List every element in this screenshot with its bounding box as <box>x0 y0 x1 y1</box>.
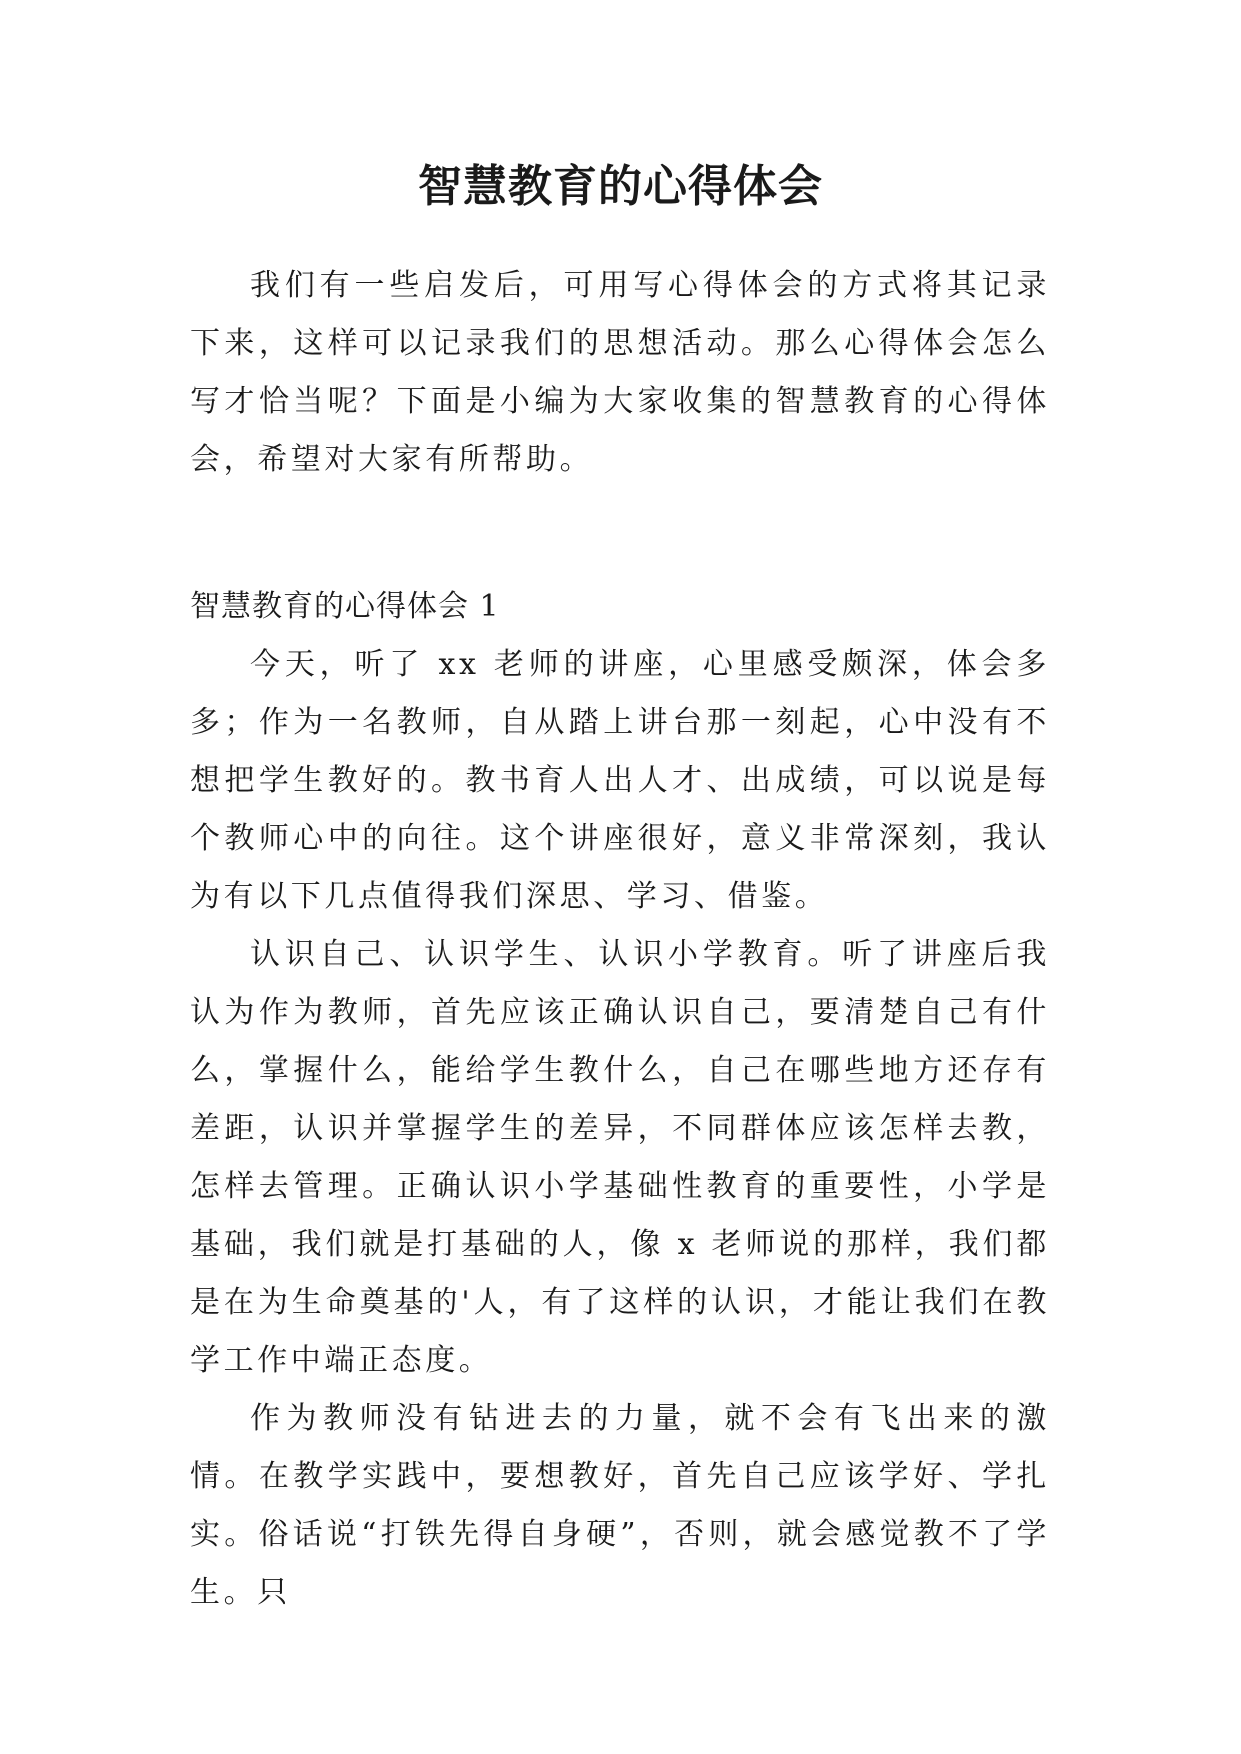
section-body <box>190 636 1050 1622</box>
section-heading: 智慧教育的心得体会 1 <box>190 589 500 624</box>
intro-section <box>190 257 1050 489</box>
body-paragraph-3: 作为教师没有钻进去的力量，就不会有飞出来的激情。在教学实践中，要想教好，首先自己应该学好、学扎实。俗话说“打铁先得自身硬”，否则，就会感觉教不了学生。只 <box>190 1401 1050 1610</box>
body-paragraph-1: 今天，听了 xx 老师的讲座，心里感受颇深，体会多多；作为一名教师，自从踏上讲台那一刻起，心中没有不想把学生教好的。教书育人出人才、出成绩，可以说是每个教师心中的向往。这个讲座很好，意义非常深刻，我认为有以下几点值得我们深思、学习、借鉴。 <box>190 647 1050 914</box>
body-paragraph-2: 认识自己、认识学生、认识小学教育。听了讲座后我认为作为教师，首先应该正确认识自己，要清楚自己有什么，掌握什么，能给学生教什么，自己在哪些地方还存有差距，认识并掌握学生的差异，不同群体应该怎样去教，怎样去管理。正确认识小学基础性教育的重要性，小学是基础，我们就是打基础的人，像 x 老师说的那样，我们都是在为生命奠基的'人，有了这样的认识，才能让我们在教学工作中端正态度。 <box>190 937 1050 1378</box>
document-title: 智慧教育的心得体会 <box>418 161 823 212</box>
intro-paragraph: 我们有一些启发后，可用写心得体会的方式将其记录下来，这样可以记录我们的思想活动。那么心得体会怎么写才恰当呢？下面是小编为大家收集的智慧教育的心得体会，希望对大家有所帮助。 <box>190 268 1050 477</box>
